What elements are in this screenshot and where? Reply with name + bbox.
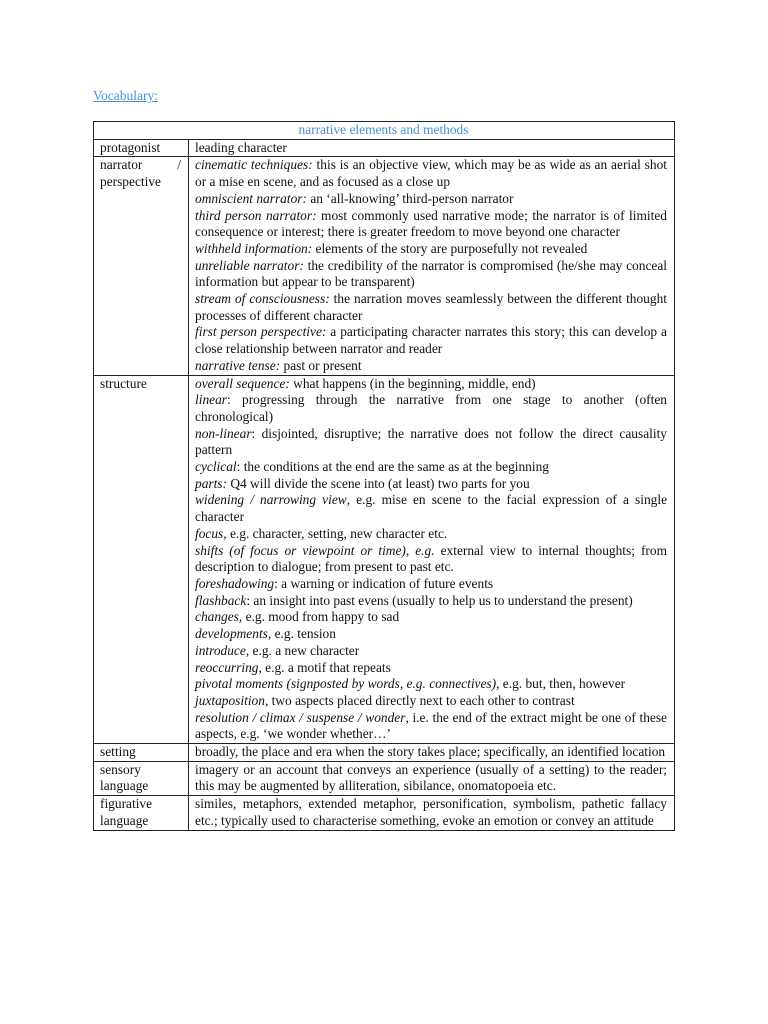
- definition-entry: [195, 660, 667, 677]
- table-caption: narrative elements and methods: [94, 122, 675, 140]
- table-caption-row: [94, 122, 675, 140]
- entry-text: , two aspects placed directly next to each other to contrast: [264, 692, 575, 708]
- row-term: sensory language: [94, 761, 189, 795]
- definition-entry: [195, 140, 667, 157]
- definition-entry: [195, 526, 667, 543]
- entry-text: the narration moves seamlessly between the different thought processes of different character: [195, 291, 667, 323]
- entry-text: broadly, the place and era when the story takes place; specifically, an identified location: [195, 744, 666, 760]
- row-term: protagonist: [94, 139, 189, 157]
- definition-entry: [195, 157, 667, 190]
- definition-entry: [195, 358, 667, 375]
- entry-term: overall sequence:: [195, 375, 290, 391]
- row-definition: [189, 796, 675, 830]
- entry-term: changes: [195, 609, 239, 625]
- table-row: [94, 761, 675, 795]
- entry-term: cinematic techniques:: [195, 157, 313, 173]
- definition-entry: [195, 208, 667, 241]
- definition-entry: [195, 291, 667, 324]
- entry-text: most commonly used narrative mode; the narrator is of limited consequence or interest; there is greater freedom to move beyond one character: [195, 207, 667, 240]
- entry-term: reoccurring: [195, 659, 259, 675]
- entry-term: withheld information:: [195, 240, 313, 256]
- entry-term: non-linear: [195, 425, 252, 441]
- vocabulary-table: [93, 121, 675, 831]
- entry-text: , e.g. but, then, however: [496, 676, 626, 692]
- entry-term: shifts (of focus or viewpoint or time), e.g.: [195, 542, 435, 558]
- definition-entry: [195, 476, 667, 493]
- entry-text: , e.g. mood from happy to sad: [238, 609, 400, 625]
- vocabulary-heading: Vocabulary:: [93, 88, 158, 103]
- entry-text: external view to internal thoughts; from description to dialogue; from present to past etc.: [195, 542, 667, 575]
- definition-entry: [195, 426, 667, 459]
- entry-text: a participating character narrates this story; this can develop a close relationship between narrator and reader: [195, 324, 667, 357]
- entry-text: : the conditions at the end are the same as at the beginning: [236, 459, 549, 475]
- definition-entry: [195, 796, 667, 829]
- entry-text: an ‘all-knowing’ third-person narrator: [306, 190, 514, 206]
- row-definition: [189, 139, 675, 157]
- entry-text: , e.g. tension: [267, 626, 336, 642]
- definition-entry: [195, 710, 667, 743]
- definition-entry: [195, 324, 667, 357]
- row-definition: [189, 375, 675, 743]
- row-term: figurative language: [94, 796, 189, 830]
- entry-text: : disjointed, disruptive; the narrative does not follow the direct causality pattern: [195, 425, 667, 458]
- entry-text: the credibility of the narrator is compromised (he/she may conceal information but appear to be transparent): [195, 257, 667, 290]
- row-term: structure: [94, 375, 189, 743]
- entry-text: past or present: [280, 357, 362, 373]
- table-row: [94, 157, 675, 375]
- entry-term: foreshadowing: [195, 575, 275, 591]
- entry-term: resolution / climax / suspense / wonder: [195, 709, 406, 725]
- definition-entry: [195, 744, 667, 761]
- entry-text: , e.g. character, setting, new character etc.: [223, 525, 448, 541]
- entry-text: , e.g. a motif that repeats: [258, 659, 391, 675]
- definition-entry: [195, 762, 667, 795]
- definition-entry: [195, 693, 667, 710]
- entry-text: : a warning or indication of future events: [274, 575, 494, 591]
- entry-text: , i.e. the end of the extract might be one of these aspects, e.g. ‘we wonder whether…’: [195, 709, 667, 742]
- entry-term: flashback: [195, 592, 247, 608]
- definition-entry: [195, 392, 667, 425]
- row-term: setting: [94, 744, 189, 762]
- row-definition: [189, 157, 675, 375]
- definition-entry: [195, 626, 667, 643]
- entry-term: linear: [195, 392, 227, 408]
- entry-text: what happens (in the beginning, middle, end): [289, 375, 536, 391]
- table-row: [94, 375, 675, 743]
- entry-text: imagery or an account that conveys an experience (usually of a setting) to the reader; this may be augmented by alliteration, sibilance, onomatopoeia etc.: [195, 761, 667, 794]
- definition-entry: [195, 543, 667, 576]
- entry-term: third person narrator:: [195, 207, 317, 223]
- definition-entry: [195, 593, 667, 610]
- entry-text: Q4 will divide the scene into (at least) two parts for you: [227, 475, 530, 491]
- entry-text: leading character: [195, 139, 287, 155]
- entry-term: developments: [195, 626, 268, 642]
- definition-entry: [195, 576, 667, 593]
- definition-entry: [195, 459, 667, 476]
- entry-term: pivotal moments (signposted by words, e.g. connectives): [195, 676, 497, 692]
- definition-entry: [195, 609, 667, 626]
- table-row: [94, 796, 675, 830]
- entry-term: stream of consciousness:: [195, 291, 330, 307]
- table-row: [94, 744, 675, 762]
- entry-text: : progressing through the narrative from one stage to another (often chronological): [195, 392, 667, 424]
- entry-term: omniscient narrator:: [195, 190, 307, 206]
- definition-entry: [195, 241, 667, 258]
- entry-term: introduce: [195, 642, 246, 658]
- entry-term: widening / narrowing view: [195, 492, 347, 508]
- definition-entry: [195, 492, 667, 525]
- entry-text: , e.g. a new character: [245, 642, 360, 658]
- definition-entry: [195, 376, 667, 393]
- entry-text: , e.g. mise en scene to the facial expression of a single character: [195, 492, 668, 525]
- row-term: narrator / perspective: [94, 157, 189, 375]
- entry-term: parts:: [195, 475, 227, 491]
- row-definition: [189, 744, 675, 762]
- definition-entry: [195, 258, 667, 291]
- entry-term: focus: [195, 525, 224, 541]
- entry-text: : an insight into past evens (usually to help us to understand the present): [246, 592, 633, 608]
- entry-term: narrative tense:: [195, 357, 281, 373]
- definition-entry: [195, 191, 667, 208]
- table-row: [94, 139, 675, 157]
- row-definition: [189, 761, 675, 795]
- entry-text: elements of the story are purposefully not revealed: [312, 240, 588, 256]
- entry-term: first person perspective:: [195, 324, 327, 340]
- entry-term: cyclical: [195, 459, 237, 475]
- entry-text: similes, metaphors, extended metaphor, personification, symbolism, pathetic fallacy etc.; typically used to characterise something, evoke an emotion or convey an attitude: [195, 796, 667, 828]
- definition-entry: [195, 643, 667, 660]
- entry-text: this is an objective view, which may be as wide as an aerial shot or a mise en scene, and as focused as a close up: [195, 157, 667, 190]
- entry-term: unreliable narrator:: [195, 257, 304, 273]
- entry-term: juxtaposition: [195, 692, 265, 708]
- definition-entry: [195, 676, 667, 693]
